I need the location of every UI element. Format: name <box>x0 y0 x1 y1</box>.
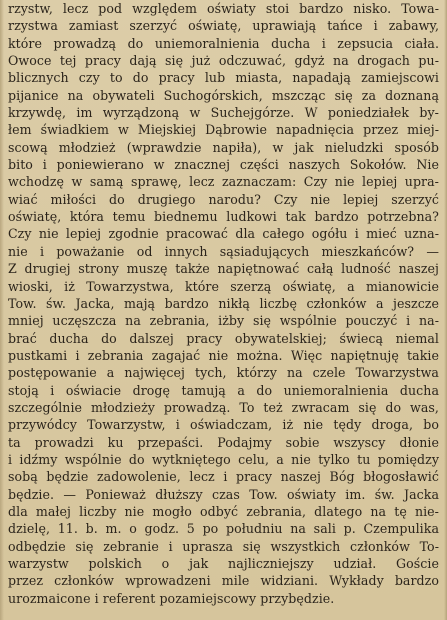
text-line: Czy nie lepiej zgodnie pracować dla całego ogółu i mieć uzna- <box>8 226 439 242</box>
text-line: sobą będzie zadowolenie, lecz i pracy naszej Bóg błogosławić <box>8 469 439 485</box>
text-line: szczególnie młodzieży prowadzą. To też zwracam się do was, <box>8 399 439 415</box>
text-line: które prowadzą do uniemoralnienia ducha i zepsucia ciała. <box>8 35 439 51</box>
text-line: wioski, iż Towarzystwa, które szerzą oświatę, a mianowicie <box>8 278 439 294</box>
text-line: postępowanie a najwięcej tych, którzy na czele Towarzystwa <box>8 365 439 381</box>
text-line: mniej uczęszcza na zebrania, iżby się wspólnie pouczyć i na- <box>8 313 439 329</box>
text-line: nie i poważanie od innych sąsiadujących mieszkańców? — <box>8 243 439 259</box>
text-line: i idźmy wspólnie do wytkniętego celu, a nie tylko tu pomiędzy <box>8 451 439 467</box>
text-line: blicznych czy to do pracy lub miasta, napadają zamiejscowi <box>8 70 439 86</box>
text-line: łem świadkiem w Miejskiej Dąbrowie napadnięcia przez miej- <box>8 122 439 138</box>
text-line: krzywdę, im wyrządzoną w Suchejgórze. W poniedziałek by- <box>8 105 439 121</box>
text-line: Z drugiej strony muszę także napiętnować całą ludność naszej <box>8 261 439 277</box>
text-line: wiać miłości do drugiego narodu? Czy nie lepiej szerzyć <box>8 191 439 207</box>
text-line: odbędzie się zebranie i uprasza się wszystkich członków To- <box>8 538 439 554</box>
article-text <box>8 0 439 607</box>
text-line: urozmaicone i referent pozamiejscowy przybędzie. <box>8 590 335 606</box>
text-line: warzystw polskich o jak najliczniejszy udział. Goście <box>8 556 439 571</box>
text-line: przywódcy Towarzystw, i oświadczam, iż nie tędy droga, bo <box>8 417 439 433</box>
text-line: stoją i oświacie drogę tamują a do uniemoralnienia ducha <box>8 382 439 398</box>
text-line: przez członków wprowadzeni mile widziani. Wykłady bardzo <box>8 573 439 589</box>
text-line: pustkami i zebrania zagajać nie można. Więc napiętnuję takie <box>8 347 439 363</box>
text-line: Tow. św. Jacka, mają bardzo nikłą liczbę członków a jeszcze <box>8 295 439 311</box>
text-line: rzystwa zamiast szerzyć oświatę, uprawiają tańce i zabawy, <box>8 18 439 34</box>
text-line: scową młodzież (wprawdzie napiła), w jak nieludzki sposób <box>8 139 439 155</box>
text-line: Owoce tej pracy dają się już odczuwać, gdyż na drogach pu- <box>8 53 439 69</box>
text-line: dla małej liczby nie mogło odbyć zebrania, dlatego na tę nie- <box>8 503 439 519</box>
text-line: rzystw, lecz pod względem oświaty stoi bardzo nisko. Towa- <box>8 1 439 16</box>
page-edge-left <box>0 0 4 620</box>
text-line: dzielę, 11. b. m. o godz. 5 po południu na sali p. Czempulika <box>8 521 439 537</box>
text-line: pijanice na obywateli Suchogórskich, mszcząc się za doznaną <box>8 87 439 103</box>
text-line: brać ducha do dalszej pracy obywatelskiej; świecą niemal <box>8 330 439 346</box>
text-line: bito i poniewierano w znacznej części naszych Sokołów. Nie <box>8 157 439 173</box>
text-line: będzie. — Ponieważ dłuższy czas Tow. oświaty im. św. Jacka <box>8 486 439 502</box>
text-line: oświatę, która temu biednemu ludkowi tak bardzo potrzebna? <box>8 209 439 225</box>
text-line: ta prowadzi ku przepaści. Podajmy sobie wszyscy dłonie <box>8 434 439 450</box>
text-line: wchodzę w samą sprawę, lecz zaznaczam: Czy nie lepiej upra- <box>8 174 439 190</box>
